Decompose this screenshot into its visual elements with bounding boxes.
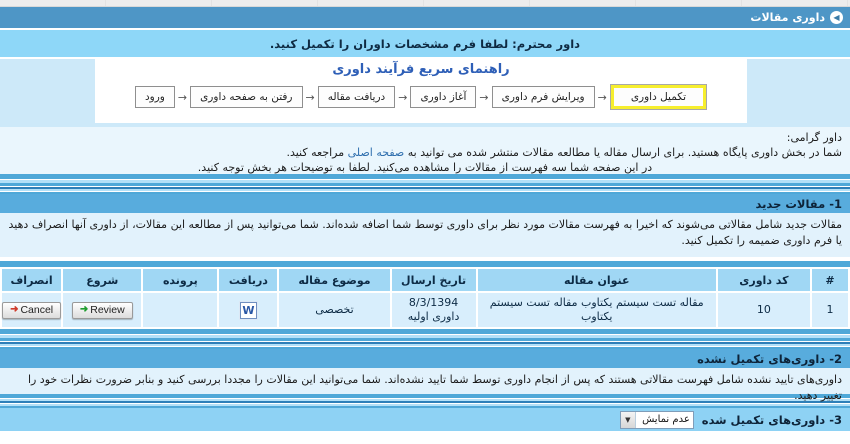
back-arrow-icon[interactable]: ◀ [830,11,843,24]
section1-header [0,194,850,213]
cell-article-title: مقاله تست سیستم یکتاوب مقاله تست سیستم یکتاوب [478,293,716,327]
section2-description: داوری‌های تایید نشده شامل فهرست مقالاتی هستند که پس از انجام داوری توسط شما تایید نشده‌اند. شما می‌توانید این مقالات را مجددا بررسی کنید و بنابر ضرورت نظرات خود را تغییر دهید. [0,368,850,394]
col-start: شروع [63,269,141,291]
striped-divider [0,329,850,349]
section3-header [0,408,850,431]
section3-title: 3- داوری‌های تکمیل شده [701,412,842,427]
cell-num: 1 [812,293,848,327]
table-header-row [2,269,848,291]
review-arrow-icon: ➜ [79,304,89,315]
cell-article-subject: تخصصی [279,293,389,327]
cell-send-date [392,293,476,327]
section2-title: 2- داوری‌های تکمیل نشده [697,352,842,366]
flow-arrow-icon: → [305,90,315,104]
cancel-arrow-icon: ➜ [10,304,19,315]
completed-reviews-visibility-select[interactable] [620,411,694,429]
col-article-title: عنوان مقاله [478,269,716,291]
notice-text: داور محترم: لطفا فرم مشخصات داوران را تکمیل کنید. [269,36,581,51]
cancel-button-label: Cancel [20,303,54,316]
cancel-button[interactable] [2,302,61,319]
greeting-block [0,127,850,174]
cell-download [219,293,277,327]
col-send-date: تاریخ ارسال [392,269,476,291]
greeting-note: در این صفحه شما سه فهرست از مقالات را مشاهده می‌کنید. لطفا به توضیحات هر بخش توجه کنید. [197,161,653,174]
col-num: # [812,269,848,291]
table-row [2,293,848,327]
main-page-link[interactable]: صفحه اصلی [347,146,405,159]
cell-withdraw [2,293,61,327]
greeting-line: شما در بخش داوری پایگاه هستید. برای ارسال مقاله یا مطالعه مقالات منتشر شده می توانید به صفحه اصلی مراجعه کنید. [286,146,842,159]
word-document-icon[interactable]: W [240,302,257,319]
col-dossier: پرونده [143,269,217,291]
section2-header [0,349,850,368]
page-title: داوری مقالات [750,11,825,24]
col-download: دریافت [219,269,277,291]
new-articles-table [0,267,850,329]
review-stage: داوری اولیه [407,310,460,323]
chevron-down-icon: ▼ [621,412,636,428]
flow-step-start-review: آغاز داوری [410,86,476,108]
col-withdraw: انصراف [2,269,61,291]
review-button-label: Review [90,303,125,316]
flow-step-receive-article: دریافت مقاله [318,86,396,108]
flow-step-goto-review-page: رفتن به صفحه داوری [190,86,302,108]
flow-arrow-icon: → [177,90,188,104]
page-titlebar [0,7,850,28]
cell-dossier [143,293,217,327]
flow-arrow-icon: → [398,90,408,104]
flow-step-complete-review-active: تکمیل داوری [610,84,707,110]
cell-review-code: 10 [718,293,810,327]
section1-description: مقالات جدید شامل مقالاتی می‌شوند که اخیرا به فهرست مقالات مورد نظر برای داوری توسط شما اضافه شده‌اند. شما می‌توانید پس از مطالعه این مقالات، از داوری آنها انصراف دهید یا فرم داوری ضمیمه را تکمیل کنید. [0,213,850,257]
flowchart-title: راهنمای سریع فرآیند داوری [332,62,510,77]
flow-step-edit-review-form: ویرایش فرم داوری [492,86,595,108]
select-value: عدم نمایش [642,413,690,425]
review-button[interactable] [72,302,133,319]
browser-residual-strip [0,0,850,7]
section1-title: 1- مقالات جدید [755,197,842,211]
flow-step-login: ورود [135,86,175,108]
flowchart-steps [95,84,747,110]
flowchart-panel [95,59,747,123]
flow-arrow-icon: → [479,90,489,104]
striped-divider [0,394,850,408]
col-article-subject: موضوع مقاله [279,269,389,291]
striped-divider [0,174,850,194]
col-review-code: کد داوری [718,269,810,291]
cell-start [63,293,141,327]
flow-arrow-icon: → [597,90,607,104]
referee-profile-notice [0,30,850,57]
send-date: 8/3/1394 [408,296,459,309]
greeting-salutation: داور گرامی: [786,131,842,144]
flowchart-strip [0,59,850,127]
